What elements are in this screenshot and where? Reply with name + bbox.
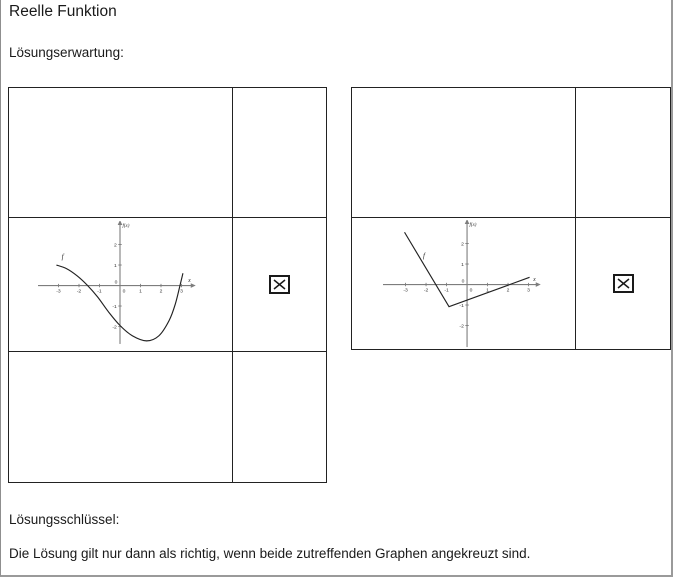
answer-table-left [8,87,327,483]
svg-text:-1: -1 [97,288,102,295]
page-title: Reelle Funktion [9,3,117,20]
svg-text:1: 1 [486,287,489,294]
svg-text:1: 1 [139,288,142,295]
svg-text:f: f [61,252,64,261]
table-cell-empty [233,352,326,482]
graph-cell-piecewise [352,218,576,349]
function-graph-piecewise-linear [377,220,549,349]
svg-text:x: x [188,278,191,285]
svg-text:3: 3 [180,288,183,295]
answer-table-right [351,87,671,350]
svg-text:-2: -2 [423,287,429,294]
table-cell-empty [9,88,233,218]
x-mark-icon [617,278,630,289]
table-cell-empty [233,88,326,218]
svg-text:0: 0 [461,278,465,285]
svg-text:1: 1 [461,261,464,268]
svg-text:3: 3 [527,287,530,294]
svg-text:f(x): f(x) [469,222,477,228]
svg-text:0: 0 [114,279,118,286]
checkbox-cell [576,218,670,349]
svg-text:0: 0 [469,287,473,294]
svg-text:-2: -2 [76,288,82,295]
table-cell-empty [352,88,576,218]
svg-text:0: 0 [122,288,126,295]
solution-key-text: Die Lösung gilt nur dann als richtig, wenn beide zutreffenden Graphen angekreuzt sind. [9,546,531,561]
solution-key-label: Lösungsschlüssel: [9,512,120,527]
svg-text:-3: -3 [56,288,61,295]
graph-cell-cubic [9,218,233,352]
svg-text:2: 2 [159,288,163,295]
table-cell-empty [9,352,233,482]
svg-text:-1: -1 [112,303,117,310]
svg-text:-1: -1 [444,287,449,294]
checkbox-cell [233,218,326,352]
x-mark-icon [273,279,286,290]
svg-text:-3: -3 [403,287,408,294]
svg-text:f(x): f(x) [122,223,130,229]
table-cell-empty [576,88,670,218]
svg-text:2: 2 [506,287,510,294]
svg-text:-2: -2 [112,324,117,331]
svg-text:f: f [423,251,425,260]
svg-text:x: x [533,277,536,284]
solution-expectation-label: Lösungserwartung: [9,45,124,60]
answer-checkbox-right[interactable] [613,274,634,293]
svg-text:-2: -2 [459,323,464,330]
svg-text:1: 1 [114,262,117,269]
svg-text:-1: -1 [459,302,464,309]
svg-text:2: 2 [461,241,464,248]
answer-checkbox-left[interactable] [269,275,290,294]
svg-text:2: 2 [114,242,117,249]
function-graph-cubic [32,221,204,347]
